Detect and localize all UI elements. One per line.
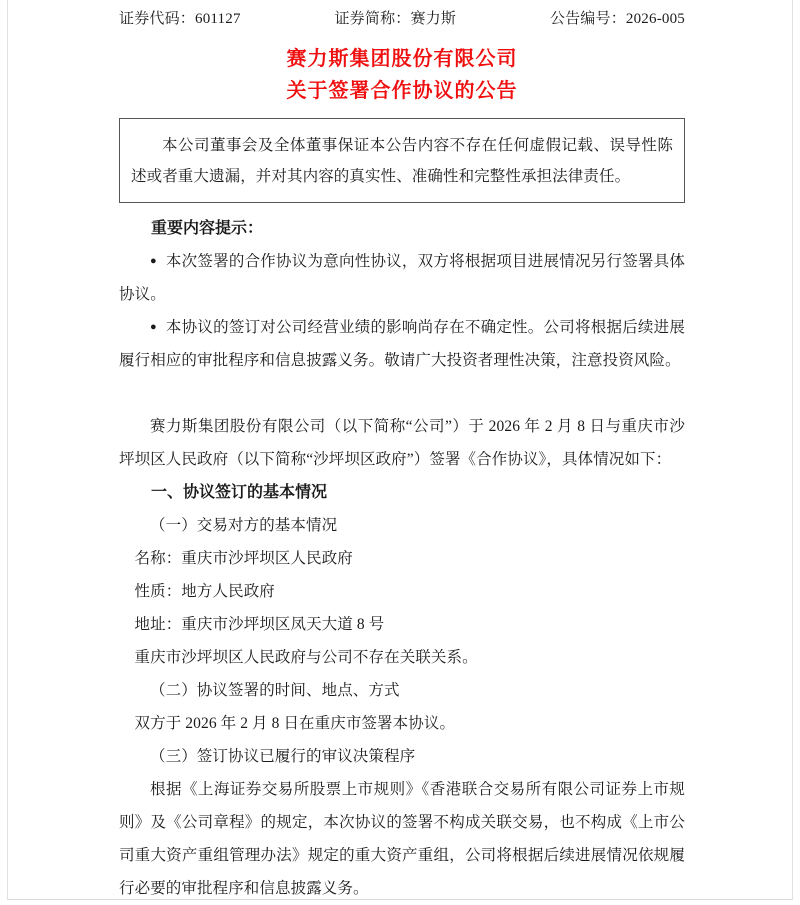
stock-code: 证券代码：601127 (119, 11, 241, 27)
company-name-title: 赛力斯集团股份有限公司 (286, 48, 518, 70)
subsection-heading-1: （一）交易对方的基本情况 (150, 517, 338, 534)
counterparty-name: 名称：重庆市沙坪坝区人民政府 (134, 550, 353, 567)
notice-bullet-text: 本协议的签订对公司经营业绩的影响尚存在不确定性。公司将根据后续进展履行相应的审批程序和信息披露义务。敬请广大投资者理性决策，注意投资风险。 (119, 319, 685, 369)
notice-bullet-item (119, 311, 685, 377)
subsection-heading-2: （二）协议签署的时间、地点、方式 (150, 682, 400, 699)
disclaimer-box (119, 118, 685, 203)
announcement-subject-title: 关于签署合作协议的公告 (286, 80, 518, 102)
counterparty-address: 地址：重庆市沙坪坝区凤天大道 8 号 (134, 616, 385, 633)
important-notice-heading: 重要内容提示： (151, 220, 264, 237)
announcement-title (119, 43, 685, 107)
section-heading-1: 一、协议签订的基本情况 (151, 484, 328, 501)
signing-time-place-text: 双方于 2026 年 2 月 8 日在重庆市签署本协议。 (134, 715, 456, 732)
intro-paragraph: 赛力斯集团股份有限公司（以下简称“公司”）于 2026 年 2 月 8 日与重庆市沙坪坝区人民政府（以下简称“沙坪坝区政府”）签署《合作协议》，具体情况如下： (119, 418, 685, 468)
announcement-number: 公告编号：2026-005 (549, 11, 685, 27)
document-content (119, 0, 685, 905)
counterparty-relation: 重庆市沙坪坝区人民政府与公司不存在关联关系。 (134, 649, 478, 666)
counterparty-nature: 性质：地方人民政府 (134, 583, 275, 600)
subsection-heading-3: （三）签订协议已履行的审议决策程序 (150, 748, 416, 765)
document-page (7, 0, 793, 900)
stock-abbreviation: 证券简称：赛力斯 (334, 11, 457, 27)
disclaimer-text: 本公司董事会及全体董事保证本公告内容不存在任何虚假记载、误导性陈述或者重大遗漏，并对其内容的真实性、准确性和完整性承担法律责任。 (131, 137, 673, 185)
notice-bullet-text: 本次签署的合作协议为意向性协议，双方将根据项目进展情况另行签署具体协议。 (119, 253, 685, 303)
notice-bullet-item (119, 245, 685, 311)
decision-procedure-text: 根据《上海证券交易所股票上市规则》《香港联合交易所有限公司证券上市规则》及《公司章程》的规定，本次协议的签署不构成关联交易，也不构成《上市公司重大资产重组管理办法》规定的重大资产重组，公司将根据后续进展情况依规履行必要的审批程序和信息披露义务。 (119, 781, 685, 897)
document-header (119, 0, 685, 34)
bullet-icon: ● (150, 321, 157, 333)
bullet-icon: ● (150, 255, 157, 267)
paragraph-spacer (119, 377, 685, 410)
